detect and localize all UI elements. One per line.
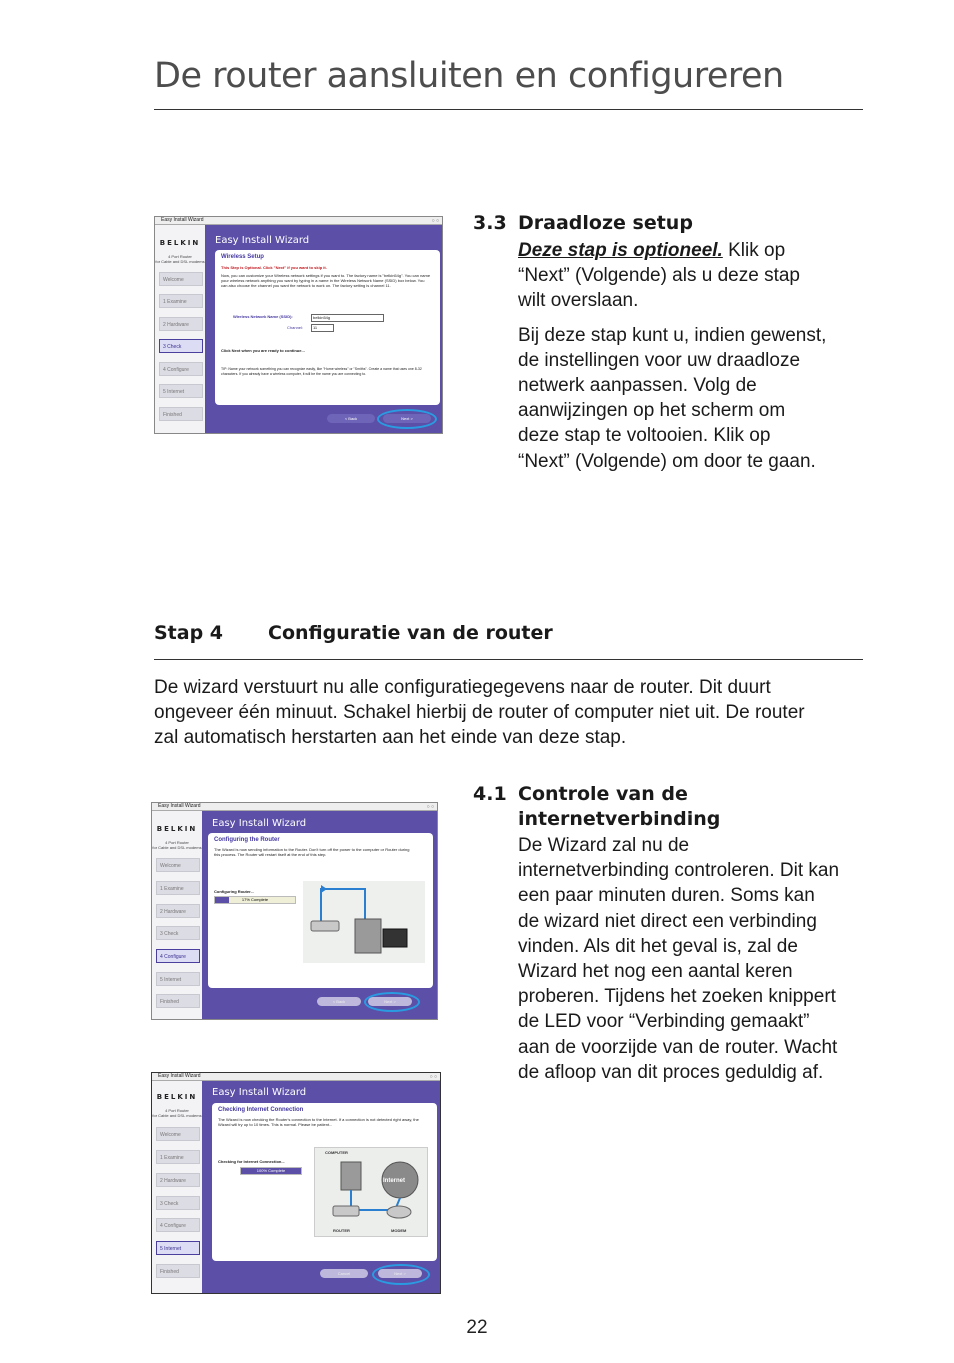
stap4-intro	[154, 675, 863, 751]
progress-text: 100% Complete	[256, 1168, 286, 1173]
wizard-header: Easy Install Wizard	[212, 1087, 307, 1098]
belkin-logo: BELKIN	[156, 825, 198, 833]
para2-line: de instellingen voor uw draadloze	[518, 349, 801, 371]
panel-text: The Wizard is now checking the Router's connection to the Internet. If a connection is not detected right away, the Wizard will try up to 10 times. This is normal. Please be patient...	[218, 1117, 419, 1127]
continue-text: Click Next when you are ready to continue...	[221, 348, 305, 353]
stap4-label: Stap 4	[154, 622, 224, 644]
monitor-icon	[383, 929, 407, 947]
screenshot-wireless-setup	[154, 216, 443, 434]
router-computer-illustration	[303, 881, 425, 963]
wizard-main	[202, 811, 437, 1019]
body-line: vinden. Als dit het geval is, zal de	[518, 935, 798, 957]
step-internet: 5 Internet	[156, 972, 200, 986]
para2-line: aanwijzingen op het scherm om	[518, 400, 786, 422]
highlight-circle	[372, 1264, 430, 1285]
intro-line: zal automatisch herstarten aan het einde van deze stap.	[154, 727, 627, 749]
section-3-3-number: 3.3	[473, 212, 507, 234]
product-name: 4 Port Router	[165, 1108, 189, 1113]
section-3-3-body	[518, 238, 863, 474]
computer-tower-icon	[355, 919, 381, 953]
product-subtitle: for Cable and DSL modems	[152, 1113, 202, 1118]
step-configure: 4 Configure	[156, 949, 200, 963]
para2-line: netwerk aanpassen. Volg de	[518, 375, 757, 397]
window-titlebar: Easy Install Wizard ○ ○	[152, 1073, 440, 1081]
router-icon	[311, 921, 339, 931]
step-examine: 1 Examine	[156, 881, 200, 895]
progress-label: Checking for Internet Connection...	[218, 1159, 285, 1164]
wizard-main	[205, 225, 442, 433]
step-finished: Finished	[156, 994, 200, 1008]
intro-line: ongeveer één minuut. Schakel hierbij de router of computer niet uit. De router	[154, 702, 805, 724]
screenshot-checking-internet	[151, 1072, 441, 1294]
panel-text: The Wizard is now sending information to the Router. Don't turn off the power to the computer or Router during this process. The Router will restart itself at the end of this step.	[214, 847, 410, 857]
window-controls-icon: ○ ○	[431, 218, 439, 224]
page-title: De router aansluiten en configureren	[154, 56, 784, 96]
progress-bar	[214, 896, 296, 904]
section-4-1-number: 4.1	[473, 783, 507, 805]
window-controls-icon: ○ ○	[429, 1074, 437, 1080]
highlight-circle	[364, 992, 420, 1012]
step-internet: 5 Internet	[156, 1241, 200, 1255]
ssid-input: belkin54g	[311, 314, 384, 322]
step-welcome: Welcome	[159, 272, 203, 286]
line2: “Next” (Volgende) als u deze stap	[518, 265, 800, 287]
modem-icon	[387, 1206, 411, 1218]
computer-label: COMPUTER	[325, 1150, 348, 1155]
highlight-circle	[377, 409, 437, 429]
router-icon	[333, 1206, 359, 1216]
line3: wilt overslaan.	[518, 290, 639, 312]
body-line: de LED voor “Verbinding gemaakt”	[518, 1011, 810, 1033]
step-welcome: Welcome	[156, 1127, 200, 1141]
progress-text: 17% Complete	[241, 897, 269, 902]
intro-line: De wizard verstuurt nu alle configuratiegegevens naar de router. Dit duurt	[154, 677, 771, 698]
belkin-logo: BELKIN	[156, 1093, 198, 1101]
para2-line: “Next” (Volgende) om door te gaan.	[518, 450, 816, 472]
step-examine: 1 Examine	[159, 294, 203, 308]
step-welcome: Welcome	[156, 858, 200, 872]
wizard-panel	[212, 1103, 437, 1261]
body-line: de wizard niet direct een verbinding	[518, 910, 817, 932]
channel-label: Channel:	[287, 325, 304, 330]
progress-label: Configuring Router...	[214, 889, 254, 894]
ssid-label: Wireless Network Name (SSID):	[233, 314, 293, 319]
step-configure: 4 Configure	[156, 1218, 200, 1232]
wizard-main	[202, 1081, 440, 1293]
router-label: ROUTER	[333, 1228, 350, 1233]
step-hardware: 2 Hardware	[156, 904, 200, 918]
section-3-3-heading: Draadloze setup	[518, 212, 693, 234]
step-check: 3 Check	[156, 1196, 200, 1210]
section-4-1-heading-1: Controle van de	[518, 783, 688, 805]
channel-select: 11	[311, 324, 334, 332]
progress-bar	[240, 1167, 302, 1175]
product-name: 4 Port Router	[165, 840, 189, 845]
section-4-1-heading-2: internetverbinding	[518, 808, 721, 830]
window-controls-icon: ○ ○	[426, 804, 434, 810]
wizard-sidebar	[155, 225, 205, 433]
wizard-sidebar	[152, 1081, 202, 1293]
panel-title: Checking Internet Connection	[218, 1107, 304, 1113]
tip-text: TIP: Name your network something you can recognize easily, like "Home wireless" or "Smiths". Create a name that uses one 8-32 characters. If you already have a wireless computer, it will be the name you are connecting to.	[221, 367, 422, 376]
para2-line: deze stap te voltooien. Klik op	[518, 425, 771, 447]
next-button: Next >	[383, 414, 431, 423]
step-hardware: 2 Hardware	[156, 1173, 200, 1187]
optional-notice: This Step is Optional. Click "Next" if you want to skip it.	[221, 265, 327, 270]
cancel-button: Cancel	[320, 1269, 368, 1278]
next-button: Next >	[378, 1269, 422, 1278]
next-button: Next >	[368, 997, 412, 1006]
internet-label: Internet	[383, 1178, 406, 1184]
para2-line: Bij deze stap kunt u, indien gewenst,	[518, 324, 827, 346]
back-button: < Back	[317, 997, 361, 1006]
body-line: proberen. Tijdens het zoeken knippert	[518, 986, 836, 1008]
step-finished: Finished	[159, 407, 203, 421]
step-check: 3 Check	[156, 926, 200, 940]
body-line: De Wizard zal nu de	[518, 835, 690, 856]
step-finished: Finished	[156, 1264, 200, 1278]
body-line: een paar minuten duren. Soms kan	[518, 885, 815, 907]
panel-title: Configuring the Router	[214, 837, 280, 843]
panel-text: Now, you can customize your Wireless network settings if you want to. The factory name is "belkin54g". You can name your wireless network anything you want by typing in a name in the Wireless Network Name (SSID) box below. You can also choose the channel you want the network to work on. The factory setting is channel 11.	[221, 273, 431, 288]
section-4-1-body	[518, 833, 863, 1085]
wizard-panel	[215, 250, 440, 405]
line1-rest: Klik op	[722, 240, 786, 261]
step-check: 3 Check	[159, 339, 203, 353]
modem-label: MODEM	[391, 1228, 407, 1233]
body-line: Wizard het nog een aantal keren	[518, 961, 793, 983]
wizard-sidebar	[152, 811, 202, 1019]
product-subtitle: for Cable and DSL modems	[152, 845, 202, 850]
wizard-panel	[208, 833, 433, 988]
step-internet: 5 Internet	[159, 384, 203, 398]
step-hardware: 2 Hardware	[159, 317, 203, 331]
stap4-heading: Configuratie van de router	[268, 622, 553, 644]
screenshot-configuring-router	[151, 802, 438, 1020]
network-illustration	[314, 1147, 428, 1237]
step-examine: 1 Examine	[156, 1150, 200, 1164]
stap4-rule	[154, 659, 863, 660]
title-rule	[154, 109, 863, 110]
body-line: de afloop van dit proces geduldig af.	[518, 1061, 824, 1083]
panel-title: Wireless Setup	[221, 254, 264, 260]
wizard-header: Easy Install Wizard	[212, 818, 307, 829]
back-button: < Back	[327, 414, 375, 423]
belkin-logo: BELKIN	[159, 239, 201, 247]
step-configure: 4 Configure	[159, 362, 203, 376]
product-name: 4 Port Router	[168, 254, 192, 259]
window-titlebar: Easy Install Wizard ○ ○	[155, 217, 442, 225]
wizard-header: Easy Install Wizard	[215, 235, 310, 246]
network-diagram	[315, 1156, 427, 1226]
product-subtitle: for Cable and DSL modems	[155, 259, 205, 264]
computer-icon	[341, 1162, 361, 1190]
window-titlebar: Easy Install Wizard ○ ○	[152, 803, 437, 811]
body-line: aan de voorzijde van de router. Wacht	[518, 1036, 838, 1058]
page-number: 22	[466, 1317, 488, 1338]
optional-emphasis: Deze stap is optioneel.	[518, 240, 723, 261]
body-line: internetverbinding controleren. Dit kan	[518, 860, 840, 882]
